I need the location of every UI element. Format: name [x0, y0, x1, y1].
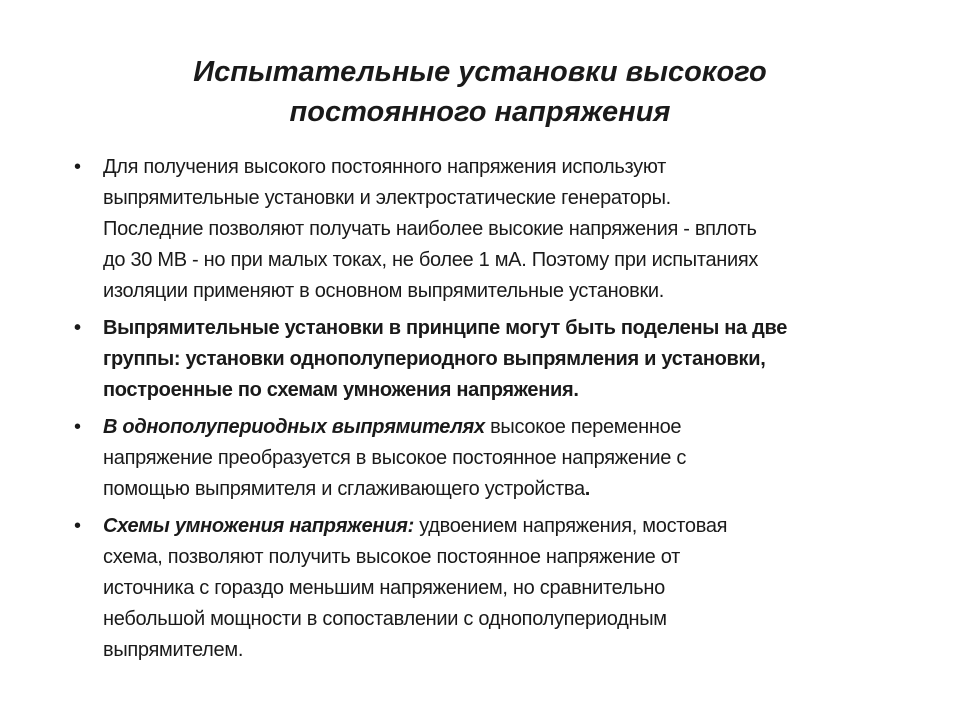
bullet-item-2 [70, 313, 930, 406]
bullet-icon: • [74, 317, 82, 339]
emphasis-lead: В однополупериодных выпрямителях [103, 416, 485, 438]
title-line: постоянного напряжения [289, 96, 671, 128]
text-line [103, 474, 930, 505]
bullet-item-1 [70, 152, 930, 307]
text-line: выпрямительные установки и электростатические генераторы. [103, 187, 671, 209]
bullet-item-3 [70, 412, 930, 505]
bullet-icon: • [74, 156, 82, 178]
text-run: . [584, 478, 591, 500]
text-line: выпрямителем. [103, 639, 244, 661]
text-line: до 30 МВ - но при малых токах, не более 1 мА. Поэтому при испытаниях [103, 249, 759, 271]
text-line: небольшой мощности в сопоставлении с однополупериодным [103, 608, 667, 630]
text-line [103, 511, 930, 542]
bullet-list [70, 152, 930, 672]
text-line: Выпрямительные установки в принципе могут быть поделены на две [103, 317, 788, 339]
text-line: источника с гораздо меньшим напряжением, но сравнительно [103, 577, 665, 599]
bullet-icon: • [74, 416, 82, 438]
text-run: высокое переменное [484, 416, 682, 438]
text-line: схема, позволяют получить высокое постоянное напряжение от [103, 546, 680, 568]
slide-title [0, 52, 960, 132]
text-line: группы: установки однополупериодного выпрямления и установки, [103, 348, 766, 370]
title-line: Испытательные установки высокого [193, 56, 767, 88]
emphasis-lead: Схемы умножения напряжения: [103, 515, 414, 537]
text-line: напряжение преобразуется в высокое постоянное напряжение с [103, 447, 687, 469]
text-line: изоляции применяют в основном выпрямительные установки. [103, 280, 665, 302]
bullet-icon: • [74, 515, 82, 537]
text-line: Последние позволяют получать наиболее высокие напряжения - вплоть [103, 218, 757, 240]
bullet-item-4 [70, 511, 930, 666]
text-line [103, 412, 930, 443]
text-run: помощью выпрямителя и сглаживающего устройства [103, 478, 585, 500]
text-line: построенные по схемам умножения напряжения. [103, 379, 579, 401]
text-run: удвоением напряжения, мостовая [413, 515, 728, 537]
text-line: Для получения высокого постоянного напряжения используют [103, 156, 666, 178]
